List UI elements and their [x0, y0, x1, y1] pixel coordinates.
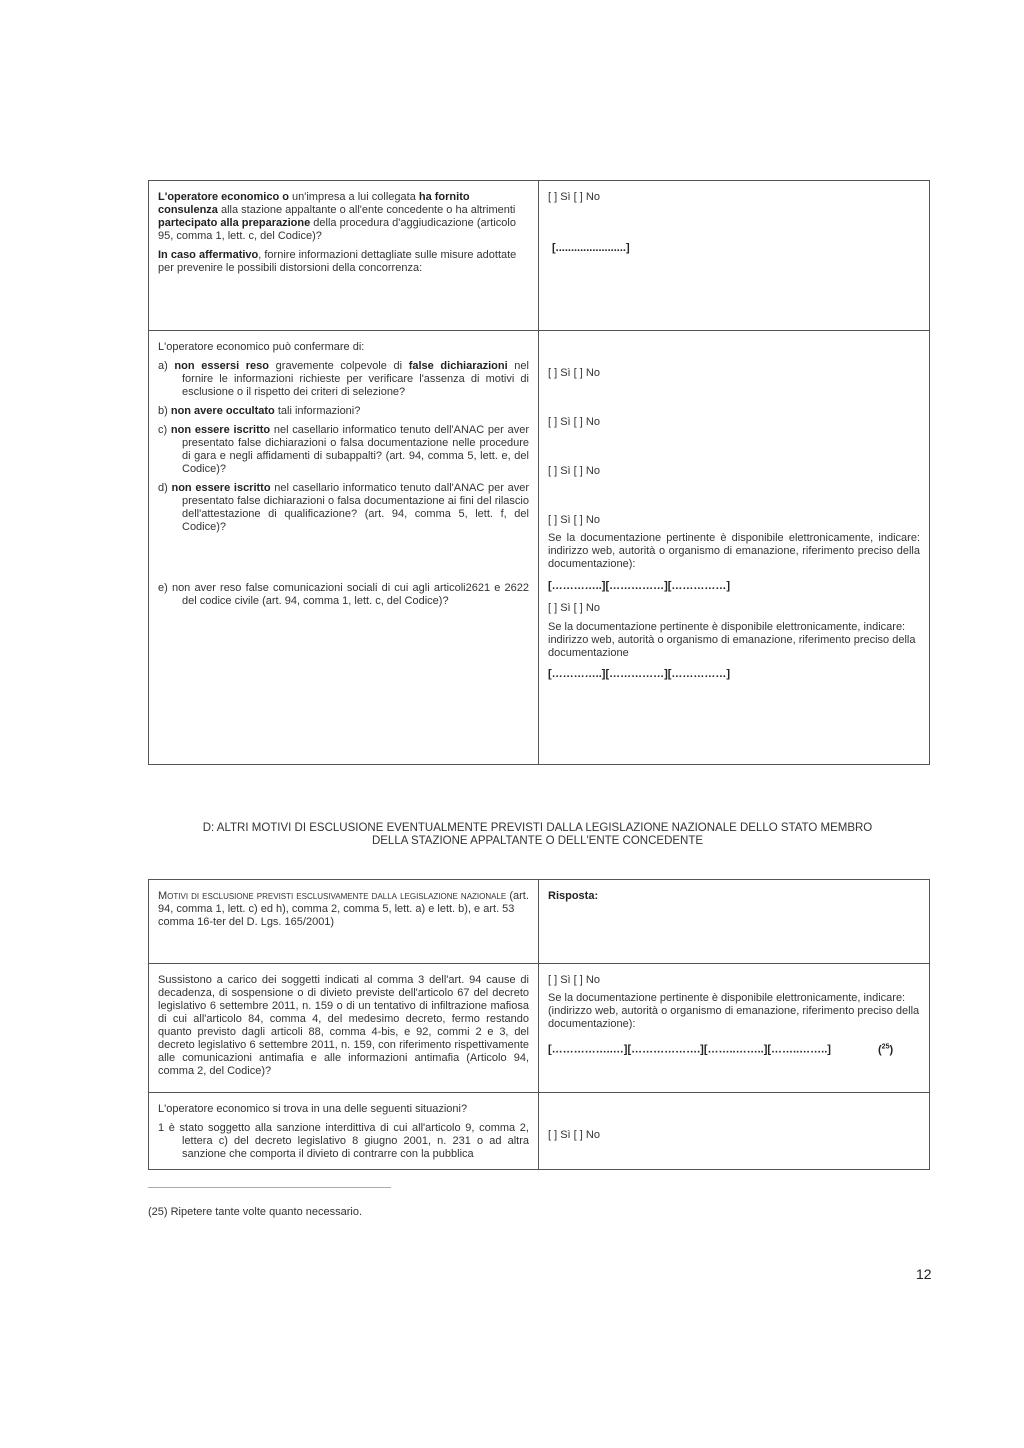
documentation-field-row [548, 1040, 920, 1057]
answer-cell [539, 181, 930, 331]
question-cell [149, 181, 539, 331]
item-e: e) non aver reso false comunicazioni sociali di cui agli articoli2621 e 2622 del codice civile (art. 94, comma 1, lett. c, del Codice)? [158, 582, 529, 607]
documentation-note: Se la documentazione pertinente è disponibile elettronicamente, indicare: (indirizzo web, autorità o organismo di emanazione, riferimento preciso della documentazione): [548, 992, 920, 1030]
footnote-separator [148, 1187, 391, 1188]
details-input-field[interactable]: [.......................] [552, 242, 630, 254]
item-c: c) non essere iscritto nel casellario informatico tenuto dell'ANAC per aver presentato false dichiarazioni o falsa documentazione nelle procedure di gara e negli affidamenti di subappalti? (art. 94, comma 5, lett. e, del Codice)? [158, 424, 529, 475]
question-cell [149, 331, 539, 765]
antimafia-question: Sussistono a carico dei soggetti indicati al comma 3 dell'art. 94 cause di decadenza, di sospensione o di divieto previste dell'articolo 67 del decreto legislativo 6 settembre 2011, n. 159 o di un tentativo di infiltrazione mafiosa di cui all'articolo 84, comma 4, del medesimo decreto, fermo restando quanto previsto dagli articoli 88, comma 4-bis, e 92, commi 2 e 3, del decreto legislativo 6 settembre 2011, n. 159, con riferimento rispettivamente alle comunicazioni antimafia e alle informazioni antimafia (Articolo 94, comma 2, del Codice)? [158, 974, 529, 1077]
answer-cell [539, 331, 930, 765]
documentation-note-d: Se la documentazione pertinente è disponibile elettronicamente, indicare: indirizzo web, autorità o organismo di emanazione, riferimento preciso della documentazione): [548, 532, 920, 570]
exclusion-table-d [148, 879, 930, 1170]
question-cell [149, 1093, 539, 1170]
item-a: a) non essersi reso gravemente colpevole di false dichiarazioni nel fornire le informazioni richieste per verificare l'assenza di motivi di esclusione o il rispetto dei criteri di selezione? [158, 360, 529, 398]
footnote-text: (25) Ripetere tante volte quanto necessario. [148, 1206, 363, 1218]
yes-no-checkbox-c[interactable]: [ ] Sì [ ] No [548, 465, 600, 477]
table-row [149, 880, 930, 964]
question-cell [149, 880, 539, 964]
exclusion-table-c [148, 180, 930, 765]
page-number: 12 [916, 1266, 932, 1282]
yes-no-checkbox[interactable]: [ ] Sì [ ] No [548, 1129, 600, 1141]
affirmative-instructions: In caso affermativo, fornire informazioni dettagliate sulle misure adottate per prevenire le possibili distorsioni della concorrenza: [158, 249, 517, 274]
table-row [149, 964, 930, 1093]
section-d-heading: D: ALTRI MOTIVI DI ESCLUSIONE EVENTUALMENTE PREVISTI DALLA LEGISLAZIONE NAZIONALE DELLO STATO MEMBRO DELLA STAZIONE APPALTANTE O DELL'ENTE CONCEDENTE [202, 822, 873, 847]
question-cell [149, 964, 539, 1093]
table-row [149, 1093, 930, 1170]
situation-item-1: 1 è stato soggetto alla sanzione interdittiva di cui all'articolo 9, comma 2, lettera c) del decreto legislativo 8 giugno 2001, n. 231 o ad altra sanzione che comporta il divieto di contrarre con la pubblica [158, 1122, 529, 1160]
response-header: Risposta: [548, 890, 599, 902]
yes-no-checkbox-a[interactable]: [ ] Sì [ ] No [548, 367, 600, 379]
yes-no-checkbox[interactable]: [ ] Sì [ ] No [548, 974, 600, 986]
item-b: b) non avere occultato tali informazioni? [158, 405, 361, 417]
item-d: d) non essere iscritto nel casellario informatico tenuto dall'ANAC per aver presentato false dichiarazioni o falsa documentazione ai fini del rilascio dell'attestazione di qualificazione? (art. 94, comma 5, lett. f, del Codice)? [158, 482, 530, 533]
yes-no-checkbox-e[interactable]: [ ] Sì [ ] No [548, 602, 600, 614]
answer-cell [539, 880, 930, 964]
situations-intro: L'operatore economico si trova in una delle seguenti situazioni? [158, 1103, 468, 1115]
documentation-field-e[interactable]: […………..][……………][……………] [548, 668, 731, 680]
yes-no-checkbox-b[interactable]: [ ] Sì [ ] No [548, 416, 600, 428]
confirm-intro: L'operatore economico può confermare di: [158, 341, 365, 353]
documentation-field[interactable]: [……………..…][……………….][……..……..][……..……..] [548, 1043, 831, 1056]
documentation-note-e: Se la documentazione pertinente è disponibile elettronicamente, indicare: indirizzo web, autorità o organismo di emanazione, riferimento preciso della documentazione [548, 621, 916, 659]
consultancy-question: L'operatore economico o un'impresa a lui collegata ha fornito consulenza alla stazione appaltante o all'ente concedente o ha altrimenti partecipato alla preparazione della procedura d'aggiudicazione (articolo 95, comma 1, lett. c, del Codice)? [158, 191, 516, 242]
table-row [149, 181, 930, 331]
footnote-reference: ($^{25}$) [878, 1043, 894, 1056]
national-grounds-header: Motivi di esclusione previsti esclusivamente dalla legislazione nazionale (art. 94, comma 1, lett. c) ed h), comma 2, comma 5, lett. a) e lett. b), e art. 53 comma 16-ter del D. Lgs. 165/2001) [158, 890, 529, 928]
yes-no-checkbox-d[interactable]: [ ] Sì [ ] No [548, 514, 600, 526]
table-row [149, 331, 930, 765]
documentation-field-d[interactable]: […………..][……………][……………] [548, 580, 731, 592]
answer-cell [539, 1093, 930, 1170]
answer-cell [539, 964, 930, 1093]
yes-no-checkbox[interactable]: [ ] Sì [ ] No [548, 191, 600, 203]
